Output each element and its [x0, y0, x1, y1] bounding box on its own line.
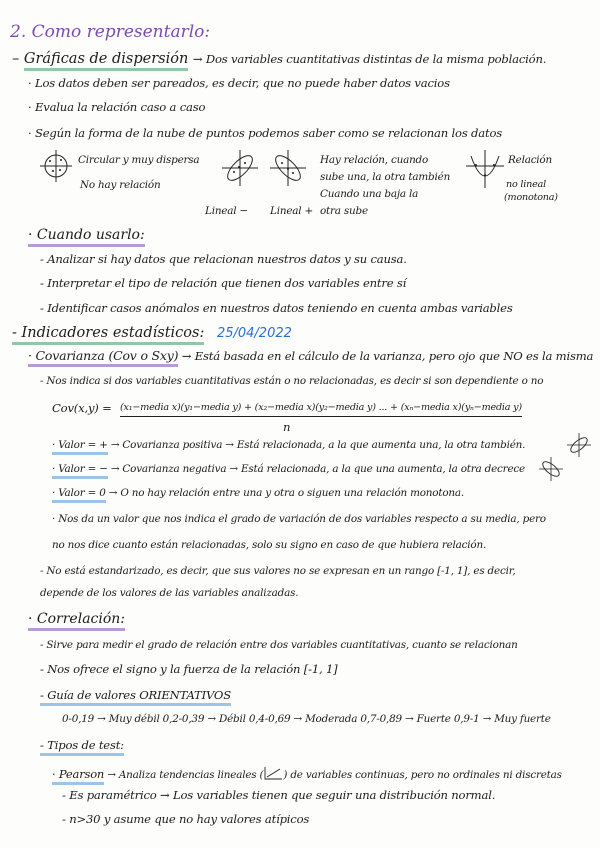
label-circular: Circular y muy dispersa [78, 154, 200, 166]
covarianza-heading: · Covarianza (Cov o Sxy) [28, 348, 178, 367]
valor-pos-label: · Valor = + [52, 439, 108, 455]
formula-denominator: n [283, 420, 291, 434]
scatter-nonlinear-icon [464, 148, 506, 190]
indicadores-row [12, 326, 292, 341]
covarianza-note-4: depende de los valores de las variables analizadas. [40, 587, 299, 599]
label-linear-positive: Lineal + [270, 205, 313, 217]
graficas-row: – Gráficas de dispersión → Dos variables cuantitativas distintas de la misma población. [12, 52, 546, 67]
tipos-row [40, 740, 124, 752]
negative-plot-icon [538, 456, 564, 482]
covarianza-arrow-text: → Está basada en el cálculo de la varianza, pero ojo que NO es la misma [181, 349, 594, 363]
valor-zero-row [52, 488, 464, 498]
covarianza-note-3: - No está estandarizado, es decir, que sus valores no se expresan en un rango [-1, 1], es decir, [40, 565, 516, 577]
correlacion-item-1: - Sirve para medir el grado de relación entre dos variables cuantitativas, cuanto se relacionan [40, 639, 518, 651]
label-pos-desc-1: Hay relación, cuando [320, 154, 429, 166]
label-pos-desc-2: sube una, la otra también [320, 171, 451, 183]
guia-heading: - Guía de valores ORIENTATIVOS [40, 688, 231, 706]
valor-zero-label: · Valor = 0 [52, 487, 106, 503]
correlacion-heading: · Correlación: [28, 611, 125, 631]
label-linear-negative: Lineal − [205, 205, 248, 217]
date-label: 25/04/2022 [216, 326, 292, 341]
scatter-linear-positive-icon [268, 148, 308, 188]
label-nonlinear-3: (monotona) [504, 192, 558, 203]
valor-pos-row [52, 440, 525, 450]
pearson-row [52, 766, 562, 781]
label-pos-desc-4: otra sube [320, 205, 368, 217]
scatter-circular-icon [38, 148, 74, 184]
n30-line: - n>30 y asume que no hay valores atípicos [62, 812, 310, 826]
positive-plot-icon [566, 432, 592, 458]
covarianza-row [28, 350, 593, 363]
correlacion-item-2: - Nos ofrece el signo y la fuerza de la relación [-1, 1] [40, 662, 338, 676]
valor-pos-text: → Covarianza positiva → Está relacionada, a la que aumenta una, la otra también. [110, 439, 526, 451]
cuando-item-1: - Analizar si hay datos que relacionan nuestros datos y su causa. [40, 252, 407, 266]
scatter-linear-negative-icon [220, 148, 260, 188]
graficas-bullet-2: · Evalua la relación caso a caso [28, 100, 206, 114]
pearson-label: · Pearson [52, 767, 104, 785]
pearson-text-a: → Analiza tendencias lineales ( [107, 769, 264, 781]
section-title: 2. Como representarlo: [10, 22, 211, 42]
covarianza-note-2: no nos dice cuanto están relacionadas, solo su signo en caso de que hubiera relación. [52, 539, 487, 551]
cuando-usarlo-row [28, 228, 145, 242]
cuando-item-3: - Identificar casos anómalos en nuestros datos teniendo en cuenta ambas variables [40, 301, 513, 315]
linear-trend-icon [263, 766, 283, 780]
tipos-heading: - Tipos de test: [40, 738, 124, 756]
valor-neg-row [52, 464, 525, 474]
valor-neg-text: → Covarianza negativa → Está relacionada, a la que una aumenta, la otra decrece [110, 463, 525, 475]
graficas-bullet-1: · Los datos deben ser pareados, es decir, que no puede haber datos vacios [28, 76, 450, 90]
valor-neg-label: · Valor = − [52, 463, 108, 479]
covarianza-note-1: · Nos da un valor que nos indica el grado de variación de dos variables respecto a su media, pero [52, 513, 546, 525]
cuando-usarlo-heading: · Cuando usarlo: [28, 227, 145, 247]
label-nonlinear-2: no lineal [506, 179, 546, 190]
cuando-item-2: - Interpretar el tipo de relación que tienen dos variables entre sí [40, 276, 407, 290]
guia-values: 0-0,19 → Muy débil 0,2-0,39 → Débil 0,4-0,69 → Moderada 0,7-0,89 → Fuerte 0,9-1 → Muy fuerte [62, 713, 551, 725]
label-no-relation: No hay relación [80, 179, 161, 191]
formula-numerator: (x₁−media x)(y₁−media y) + (x₂−media x)(y₂−media y) ... + (xₙ−media x)(yₙ−media y) [120, 403, 522, 417]
label-pos-desc-3: Cuando una baja la [320, 188, 419, 200]
graficas-arrow-text: → Dos variables cuantitativas distintas de la misma población. [192, 52, 547, 66]
indicadores-heading: - Indicadores estadísticos: [12, 325, 204, 345]
label-nonlinear-1: Relación [508, 154, 552, 166]
valor-zero-text: → O no hay relación entre una y otra o siguen una relación monotona. [108, 487, 464, 499]
correlacion-row [28, 612, 125, 626]
parametrico-line: - Es paramétrico → Los variables tienen que seguir una distribución normal. [62, 788, 496, 802]
covarianza-line-2: - Nos indica si dos variables cuantitativas están o no relacionadas, es decir si son dependiente o no [40, 375, 544, 387]
pearson-text-b: ) de variables continuas, pero no ordinales ni discretas [283, 769, 562, 781]
graficas-heading: Gráficas de dispersión [24, 51, 188, 71]
graficas-bullet-3: · Según la forma de la nube de puntos podemos saber como se relacionan los datos [28, 126, 502, 140]
guia-row [40, 690, 231, 702]
formula-lhs: Cov(x,y) = [52, 401, 112, 415]
